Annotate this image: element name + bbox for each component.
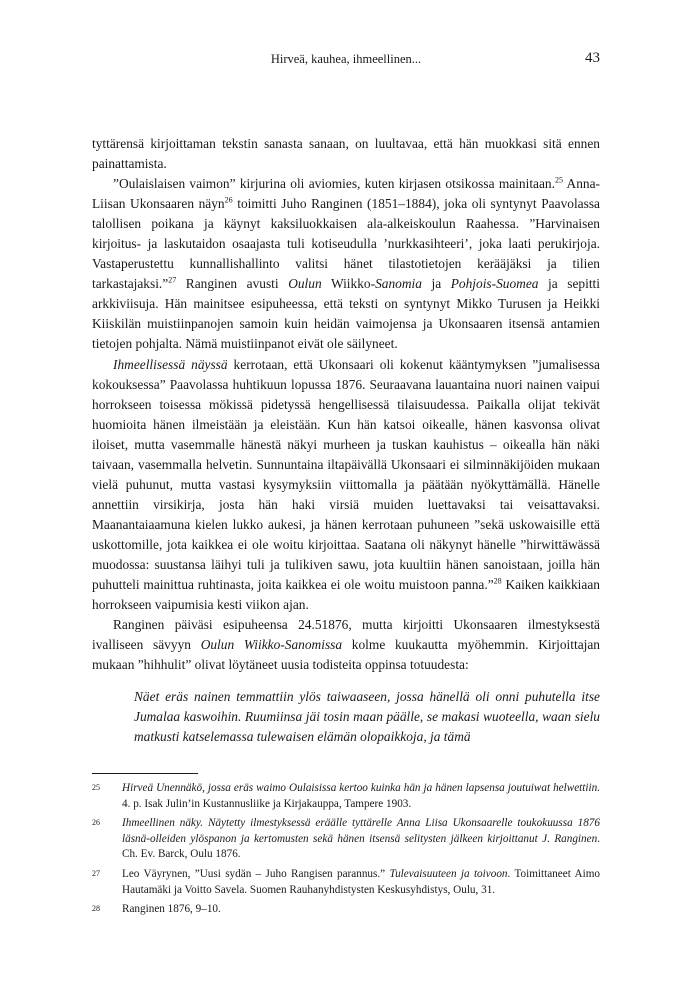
paragraph-text: Kaiken kaikkiaan horrokseen vaipumisia kesti viikon ajan. bbox=[92, 577, 600, 613]
paragraph-text: Anna-Liisan Ukonsaaren näyn bbox=[92, 176, 600, 212]
work-title: Ihmeellisessä näyssä bbox=[113, 356, 228, 372]
footnote-ref[interactable]: 25 bbox=[554, 175, 563, 185]
footnote-italic: Tulevaisuuteen ja toivoon bbox=[389, 867, 508, 880]
footnote-text: . Toimittaneet Aimo Hautamäki ja Voitto Savela. Suomen Rauhanyhdistysten Keskusyhdistys, Oulu, 31. bbox=[122, 867, 601, 896]
footnote bbox=[92, 902, 600, 918]
footnote-ref[interactable]: 26 bbox=[224, 195, 233, 205]
footnote-text: . Ch. Ev. Barck, Oulu 1876. bbox=[122, 832, 600, 861]
publication-title: Oulun bbox=[288, 276, 322, 292]
paragraph-text: ”Oulaislaisen vaimon” kirjurina oli aviomies, kuten kirjasen otsikossa mainitaan. bbox=[113, 176, 555, 192]
paragraph-text: ja bbox=[421, 276, 451, 292]
paragraph-1 bbox=[92, 134, 600, 174]
footnote-ref[interactable]: 28 bbox=[493, 576, 502, 586]
page-number: 43 bbox=[585, 50, 600, 66]
publication-title: Sanomia bbox=[375, 276, 422, 292]
footnote-text: Ranginen 1876, 9–10. bbox=[122, 903, 221, 916]
paragraph-text: toimitti Juho Ranginen (1851–1884), joka oli syntynyt Paavolassa talollisen poikana ja käynyt kaksiluokkaisen ala-alkeiskoulun Raahessa. ”Harvinaisen kirjoitus- ja laskutaidon osaajasta tuli kotiseudulla ’nurkkasihteeri’, joka laati perukirjoja. Vastaperustettu kunnallishallinto valitsi hänet tilastotietojen kerääjäksi ja tilien tarkastajaksi.” bbox=[92, 196, 600, 292]
paragraph-text: tyttärensä kirjoittaman tekstin sanasta sanaan, on luultavaa, että hän muokkasi sitä ennen painattamista. bbox=[92, 136, 600, 172]
publication-title: Oulun Wiikko-Sanomissa bbox=[200, 637, 343, 653]
footnote-ref[interactable]: 27 bbox=[168, 275, 177, 285]
paragraph-text: Wiikko- bbox=[321, 276, 376, 292]
footnotes bbox=[92, 781, 600, 922]
footnote bbox=[92, 781, 600, 812]
paragraph-2 bbox=[92, 174, 600, 354]
footnote-text: Leo Väyrynen, ”Uusi sydän – Juho Rangisen parannus.” bbox=[122, 867, 390, 880]
block-quote: Näet eräs nainen temmattiin ylös taiwaaseen, jossa hänellä oli onni puhutella itse Jumalaa kaswoihin. Ruumiinsa jäi tosin maan päälle, se makasi wuoteella, waan sielu matkusti katselemassa tulewaisen elämän olopaikkoja, ja tämä bbox=[134, 689, 600, 745]
body-text bbox=[92, 134, 600, 747]
paragraph-3 bbox=[92, 355, 600, 616]
paragraph-text: Ranginen päiväsi esipuheensa 24.51876, mutta kirjoitti Ukonsaaren ilmestyksestä ivalliseen sävyyn bbox=[92, 617, 600, 653]
footnote bbox=[92, 867, 600, 898]
publication-title: Pohjois-Suomea bbox=[450, 276, 539, 292]
paragraph-text: kerrotaan, että Ukonsaari oli kokenut kääntymyksen ”jumalisessa kokouksessa” Paavolassa huhtikuun lopussa 1876. Seuraavana lauantaina nuori nainen vaipui horrokseen toisessa mökissä pidetyssä hengellisessä tilaisuudessa. Paikalla olijat tekivät huomioita hänen ilmeistään ja eleistään. Kun hän katsoi oikealle, hänen kasvonsa olivat iloiset, mutta vasemmalle hänestä näkyi murheen ja tuskan kauhistus – oikealla hän näki taivaan, vasemmalla helvetin. Sunnuntaina iltapäivällä Ukonsaari ei silminnäkijöiden mukaan vielä puhunut, mutta vastasi kysymyksiin viittomalla ja päätään nyökyttämällä. Hänelle annettiin virsikirja, josta hän haki virsiä muiden luettavaksi tai veisattavaksi. Maanantaiaamuna kielen lukko aukesi, ja hänen kerrotaan puhuneen ”sekä uskowaisille että uskottomille, jota kaikkea ei ole woitu kirjoittaa. Saatana oli näkynyt hänelle ”hirwittäwässä muodossa: suustansa läihyi tuli ja tulikiven sawu, jota kuultiin hänen sanoistaan, joilla hän puhutteli mainittua ruhtinasta, joita kaikkea ei ole woitu muistoon panna.” bbox=[92, 356, 600, 593]
footnote-number: 26 bbox=[92, 818, 100, 828]
footnote-number: 27 bbox=[92, 868, 100, 878]
footnote-italic: Hirveä Unennäkö, jossa eräs waimo Oulaisissa kertoo kuinka hän ja hänen lapsensa joutuiwat helwettiin. bbox=[122, 782, 600, 794]
paragraph-text: kolme kuukautta myöhemmin. Kirjoittajan mukaan ”hihhulit” olivat löytäneet uusia todisteita oppinsa totuudesta: bbox=[92, 637, 600, 673]
footnote bbox=[92, 816, 600, 863]
running-header bbox=[92, 52, 600, 72]
footnote-number: 28 bbox=[92, 904, 100, 914]
paragraph-4 bbox=[92, 615, 600, 675]
footnote-divider bbox=[92, 773, 198, 774]
paragraph-text: Ranginen avusti bbox=[176, 276, 289, 292]
footnote-number: 25 bbox=[92, 783, 100, 792]
paragraph-text: ja sepitti arkkiviisuja. Hän mainitsee esipuheessa, että teksti on syntynyt Mikko Turusen ja Heikki Kiiskilän muistiinpanojen samoin kuin heidän vaimojensa ja Ukonsaaren itsensä antamien tietojen pohjalta. Nämä muistiinpanot eivät ole säilyneet. bbox=[92, 276, 600, 352]
running-title: Hirveä, kauhea, ihmeellinen... bbox=[270, 52, 422, 66]
footnote-italic: Ihmeellinen näky. Näytetty ilmestyksessä eräälle tyttärelle Anna Liisa Ukonsaarelle toukokuussa 1876 läsnä-olleiden ylöspanon ja kertomusten sekä hänen itsensä selitysten jälkeen kirjoittanut J. Ranginen bbox=[122, 817, 600, 845]
footnote-text: 4. p. Isak Julin’in Kustannusliike ja Kirjakauppa, Tampere 1903. bbox=[122, 797, 412, 810]
